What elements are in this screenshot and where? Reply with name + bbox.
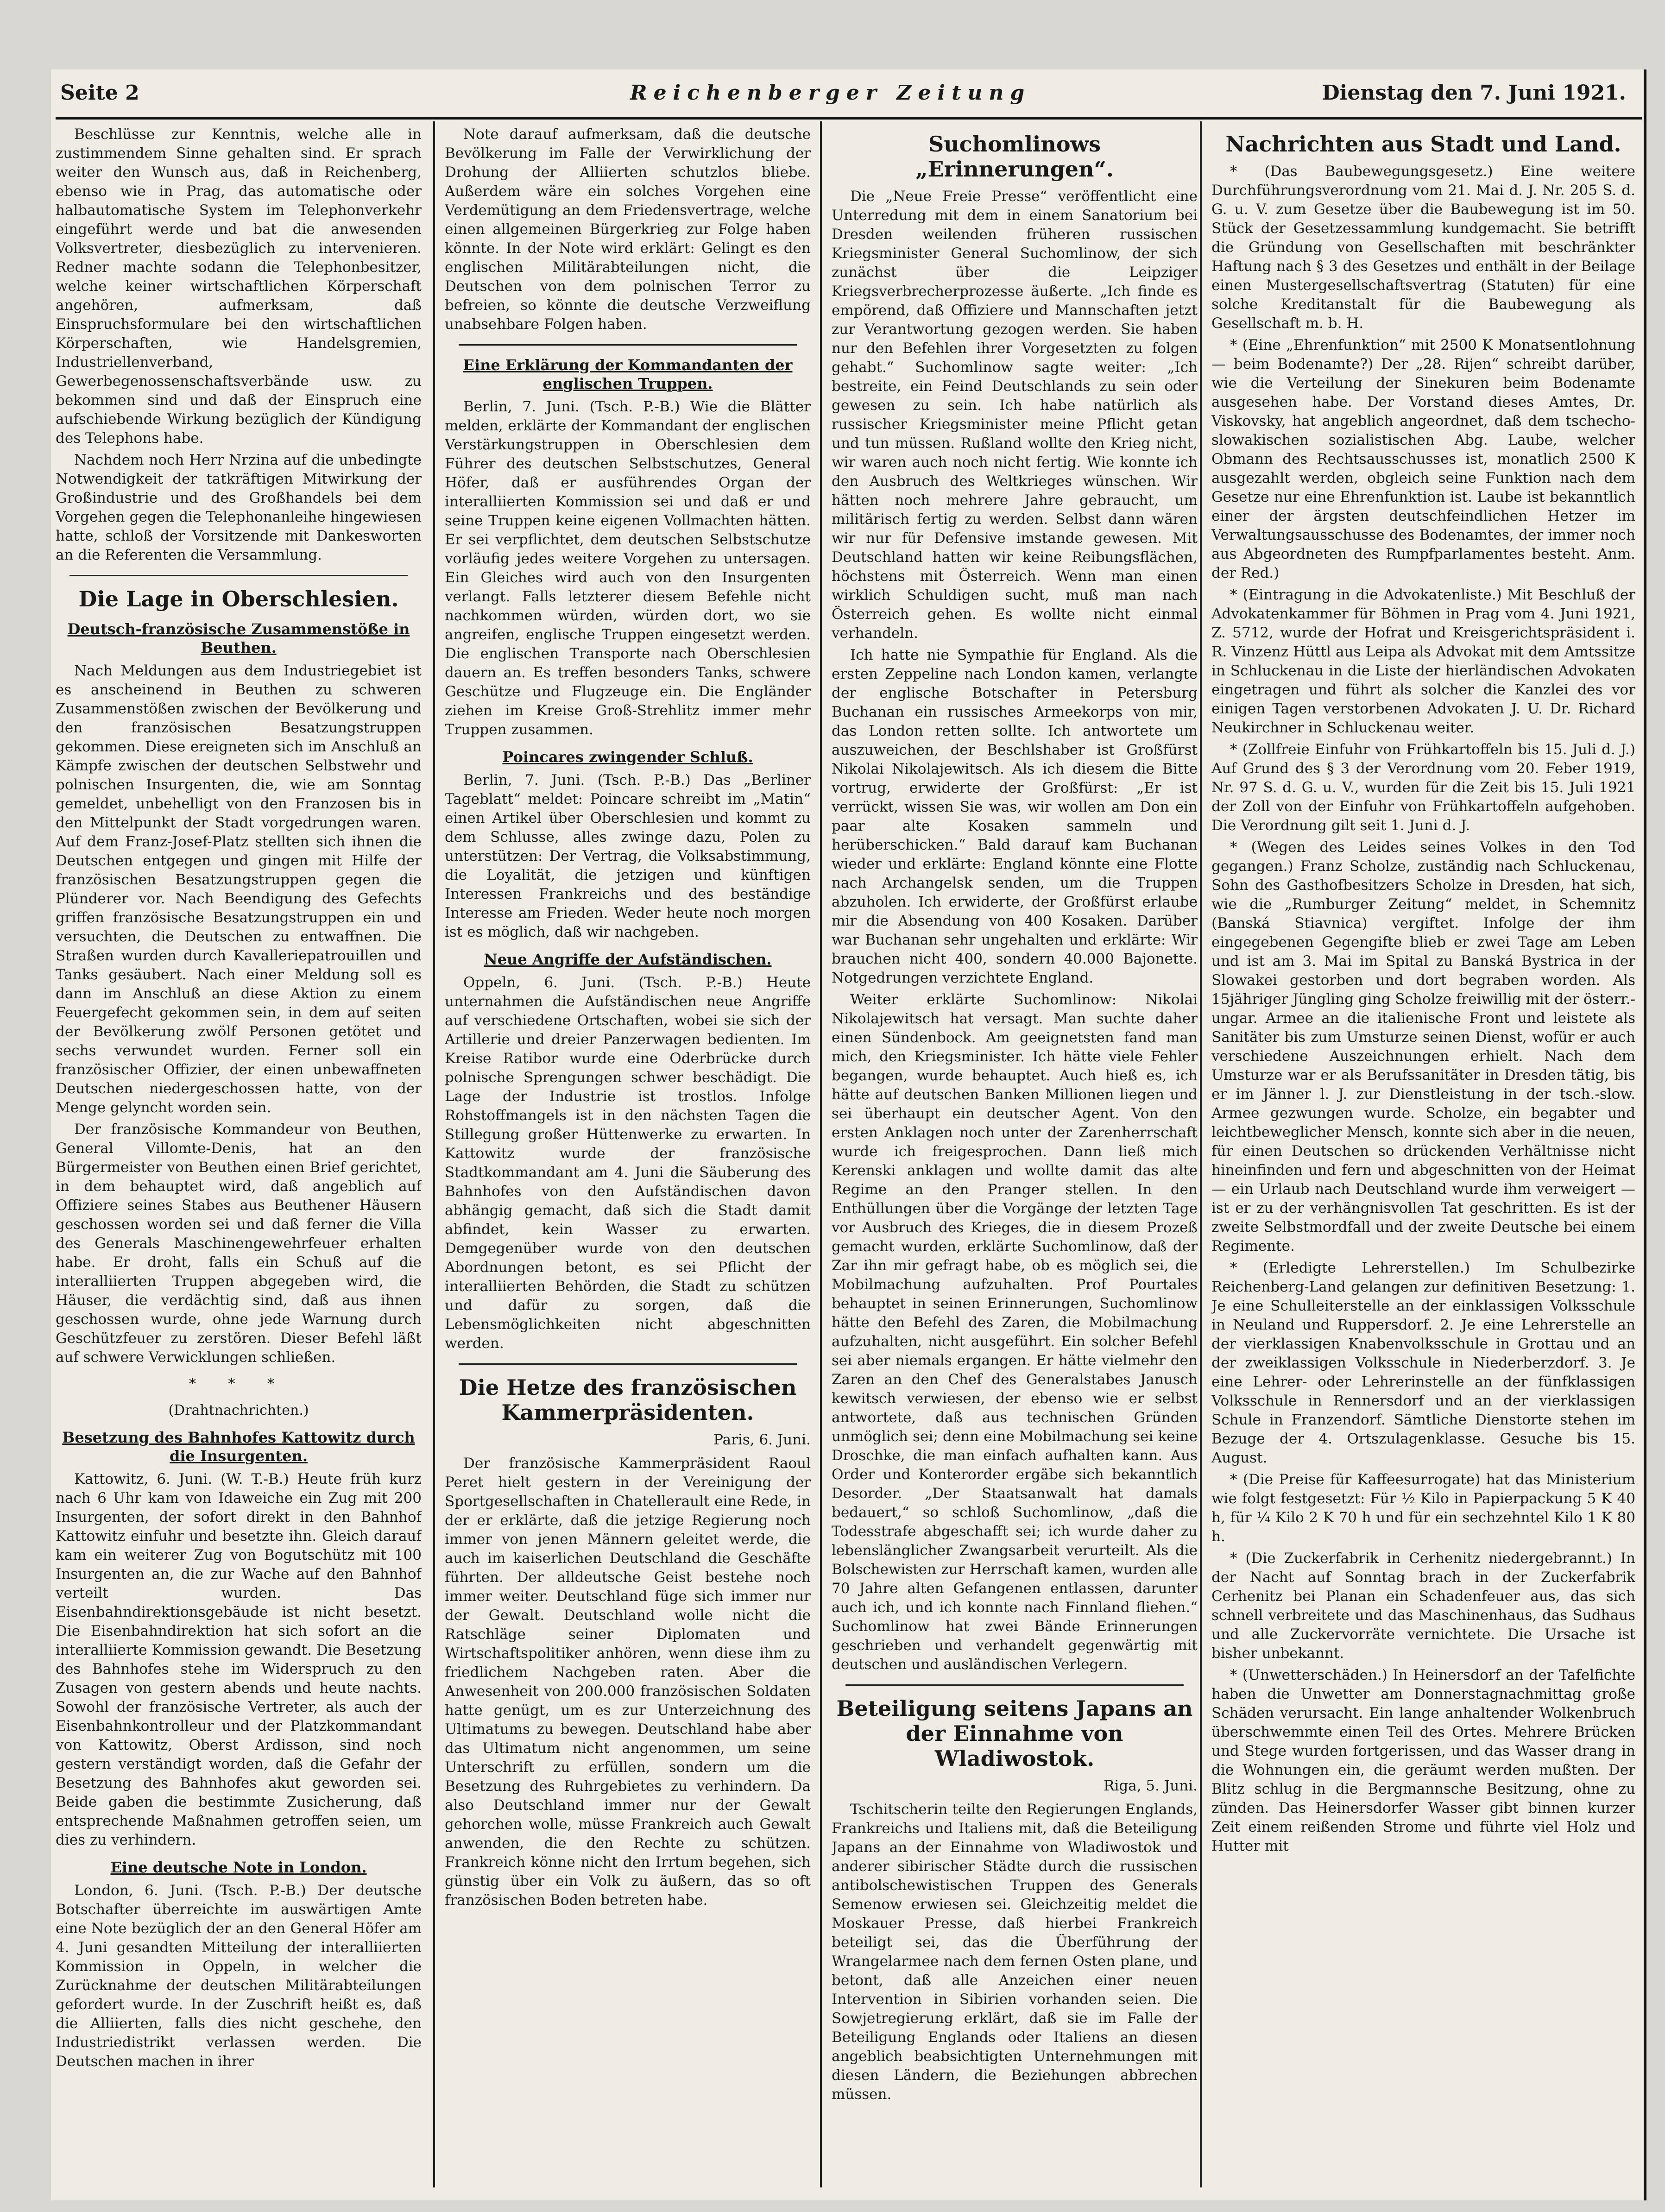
masthead-rule <box>56 117 1642 120</box>
dateline: Riga, 5. Juni. <box>1104 1777 1198 1794</box>
subheadline-erklaerung-kommandanten: Eine Erklärung der Kommandanten der englischen Truppen. <box>463 356 793 392</box>
subheadline-note-london: Eine deutsche Note in London. <box>110 1859 367 1876</box>
column-divider <box>820 121 822 2187</box>
article-paragraph: Berlin, 7. Juni. (Tsch. P.-B.) Das „Berliner Tageblatt“ meldet: Poincare schreibt im „Matin“ einen Artikel über Oberschlesien und kommt zu dem Schlusse, alles zwinge dazu, Polen zu unterstützen: Der Vertrag, die Volksabstimmung, die Loyalität, die jetzigen und künftigen Interessen Frankreichs und des beständige Interesse am Frieden. Weder heute noch morgen ist es möglich, daß wir nachgeben. <box>445 772 811 940</box>
headline-lage-oberschlesien: Die Lage in Oberschlesien. <box>78 586 399 611</box>
article-paragraph: Beschlüsse zur Kenntnis, welche alle in zustimmendem Sinne gehalten sind. Er sprach weiter den Wunsch aus, daß in Reichenberg, ebenso wie in Prag, das automatische oder halbautomatische System im Telephonverkehr eingeführt werde und bat die anwesenden Volksvertreter, diesbezüglich zu intervenieren. Redner machte sodann die Telephonbesitzer, welche keiner wirtschaftlichen Körperschaft angehören, aufmerksam, daß Einspruchsformulare bei den wirtschaftlichen Körperschaften, wie Handelsgremien, Industriellenverband, Gewerbegenossenschaftsverbände usw. zu bekommen sind und daß der Einspruch eine aufschiebende Wirkung bezüglich der Kündigung des Telephons habe. <box>56 126 422 447</box>
column-1 <box>56 125 422 2182</box>
headline-hetze-kammerpraesident: Die Hetze des französischen Kammerpräsidenten. <box>459 1375 797 1425</box>
issue-date: Dienstag den 7. Juni 1921. <box>1322 81 1626 105</box>
news-item: * (Erledigte Lehrerstellen.) Im Schulbezirke Reichenberg-Land gelangen zur definitiven Besetzung: 1. Je eine Schulleiterstelle an der einklassigen Volksschule in Neuland und Ruppersdorf. 2. Je eine Lehrerstelle an der vierklassigen Knabenvolksschule in Grottau und an der zweiklassigen Volksschule in Niederberzdorf. 3. Je eine Lehrer- oder Lehrerinstelle an der fünfklassigen Volksschule in Rennersdorf und an der vierklassigen Schule in Franzendorf. Sämtliche Dienstorte stehen im Bezuge der 4. Ortszulagenklasse. Gesuche bis 15. August. <box>1211 1260 1635 1466</box>
subheadline-neue-angriffe: Neue Angriffe der Aufständischen. <box>484 951 772 968</box>
article-paragraph: Nachdem noch Herr Nrzina auf die unbedingte Notwendigkeit der tatkräftigen Mitwirkung der Großindustrie und des Großhandels bei dem Vorgehen gegen die Telephonanleihe hingewiesen hatte, schloß der Vorsitzende mit Dankesworten an die Referenten die Versammlung. <box>56 452 422 563</box>
article-paragraph: Der französische Kammerpräsident Raoul Peret hielt gestern in der Vereinigung der Sportgesellschaften in Chatellerault eine Rede, in der er erklärte, daß die jetzige Regierung noch immer von jenen Männern geleitet werde, die auch im kaiserlichen Deutschland die Geschäfte führten. Der alldeutsche Geist bestehe noch immer weiter. Deutschland füge sich immer nur der Gewalt. Deutschland wolle nicht die Ratschläge seiner Diplomaten und Wirtschaftspolitiker anhören, wenn diese ihm zu friedlichem Nachgeben raten. Aber die Anwesenheit von 200.000 französischen Soldaten hatte genügt, um es zur Unterzeichnung des Ultimatums zu bewegen. Deutschland habe aber das Ultimatum nicht angenommen, um seine Unterschrift zu erfüllen, sondern um die Besetzung des Ruhrgebietes zu verhindern. Da also Deutschland immer nur der Gewalt gehorchen wolle, müsse Frankreich auch Gewalt anwenden, die den Rechte zu schützen. Frankreich könne nicht den Irrtum begehen, sich günstig über ein Volk zu äußern, das so oft französischen Boden betreten habe. <box>445 1455 811 1909</box>
wire-news-label: (Drahtnachrichten.) <box>168 1402 309 1418</box>
column-4 <box>1211 125 1635 2182</box>
newspaper-title: Reichenberger Zeitung <box>630 81 1031 105</box>
subheadline-poincare: Poincares zwingender Schluß. <box>502 748 753 766</box>
article-paragraph: Kattowitz, 6. Juni. (W. T.-B.) Heute früh kurz nach 6 Uhr kam von Idaweiche ein Zug mit 200 Insurgenten, der sofort direkt in den Bahnhof Kattowitz einfuhr und besetzte ihn. Gleich darauf kam ein weiterer Zug von Bogutschütz mit 100 Insurgenten an, die zur Wache auf den Bahnhof verteilt wurden. Das Eisenbahndirektionsgebäude ist nicht besetzt. Die Eisenbahndirektion hat sich sofort an die interalliierte Kommission gewandt. Die Besetzung des Bahnhofes stehe im Widerspruch zu den Zusagen von gestern abends und heute nachts. Sowohl der französische Vertreter, als auch der Eisenbahnkontrolleur und der Platzkommandant von Kattowitz, Oberst Ardisson, sind noch gestern verständigt worden, daß die Gefahr der Besetzung des Bahnhofes akut geworden sei. Beide gaben die bestimmte Zusicherung, daß entsprechende Maßnahmen getroffen seien, um dies zu verhindern. <box>56 1471 422 1848</box>
column-divider <box>433 121 435 2187</box>
masthead <box>60 76 1645 109</box>
article-paragraph: Ich hatte nie Sympathie für England. Als die ersten Zeppeline nach London kamen, verlangte der englische Botschafter in Petersburg Buchanan ein russisches Armeekorps von mir, das London retten sollte. Ich antwortete um auszuweichen, der Beschlshaber ist Großfürst Nikolai Nikolajewitsch. Als ich diesem die Bitte vortrug, erwiderte der Großfürst: „Er ist verrückt, wissen Sie was, wir wollen am Don ein paar alte Kosaken sammeln und herüberschicken.“ Bald darauf kam Buchanan wieder und erklärte: England könnte eine Flotte nach Archangelsk senden, um die Truppen abzuholen. Ich erwiderte, der Großfürst erlaube mir die Absendung von 400 Kosaken. Darüber war Buchanan sehr ungehalten und erklärte: Wir brauchen nicht 400, sondern 40.000 Bajonette. Notgedrungen verzichtete England. <box>832 647 1198 986</box>
article-paragraph: Oppeln, 6. Juni. (Tsch. P.-B.) Heute unternahmen die Aufständischen neue Angriffe auf verschiedene Ortschaften, wobei sie sich der Artillerie und dreier Panzerwagen bedienten. Im Kreise Ratibor wurde eine Oderbrücke durch polnische Sprengungen schwer beschädigt. Die Lage der Industrie ist trostlos. Infolge Rohstoffmangels ist in den nächsten Tagen die Stillegung großer Hüttenwerke zu erwarten. In Kattowitz wurde der französische Stadtkommandant am 4. Juni die Säuberung des Bahnhofes von den Aufständischen davon abhängig gemacht, daß sich die Stadt damit abfindet, kein Wasser zu erwarten. Demgegenüber wurde von den deutschen Abordnungen betont, es sei Pflicht der interalliierten Behörden, die Stadt zu schützen und dafür zu sorgen, daß die Lebensmöglichkeiten nicht abgeschnitten werden. <box>445 974 811 1352</box>
headline-suchomlinow: Suchomlinows „Erinnerungen“. <box>915 132 1114 182</box>
news-item: * (Zollfreie Einfuhr von Frühkartoffeln bis 15. Juli d. J.) Auf Grund des § 3 der Verordnung vom 20. Feber 1919, Nr. 97 S. d. G. u. V., wurden für die Zeit bis 15. Juli 1921 der Zoll von der Einfuhr von Frühkartoffeln aufgehoben. Die Verordnung gilt seit 1. Juni d. J. <box>1211 741 1635 834</box>
page-edge <box>1644 69 1646 2200</box>
article-paragraph: Der französische Kommandeur von Beuthen, General Villomte-Denis, hat an den Bürgermeister von Beuthen einen Brief gerichtet, in dem behauptet wird, daß angeblich auf Offiziere seines Stabes aus Beuthener Häusern geschossen worden sei und daß ferner die Villa des Generals Maschinengewehrfeuer erhalten habe. Er droht, falls ein Schuß auf die interalliierten Truppen abgegeben wird, die Häuser, die verdächtig sind, daß aus ihnen geschossen wurde, ohne jede Warnung durch Geschützfeuer zu zerstören. Dieser Befehl läßt auf schwere Verwicklungen schließen. <box>56 1121 422 1366</box>
news-item: * (Die Zuckerfabrik in Cerhenitz niedergebrannt.) In der Nacht auf Sonntag brach in der Zuckerfabrik Cerhenitz bei Planan ein Schadenfeuer aus, das sich schnell verbreitete und das Maschinenhaus, das Sudhaus und alle Zuckervorräte vernichtete. Die Ursache ist bisher unbekannt. <box>1211 1550 1635 1662</box>
subheadline-besetzung-kattowitz: Besetzung des Bahnhofes Kattowitz durch die Insurgenten. <box>62 1429 415 1465</box>
section-rule <box>459 1363 797 1365</box>
section-rule <box>845 1684 1184 1686</box>
article-paragraph: Weiter erklärte Suchomlinow: Nikolai Nikolajewitsch hat versagt. Man suchte daher einen Sündenbock. Am geeignetsten fand man mich, den Kriegsminister. Ich hätte viele Fehler begangen, wurde behauptet. Auch hieß es, ich hätte auf deutschen Banken Millionen liegen und sei überhaupt ein deutscher Agent. Von den ersten Anklagen noch unter der Zarenherrschaft wurde ich freigesprochen. Dann ließ mich Kerenski anklagen und wollte damit das alte Regime an den Pranger stellen. In den Enthüllungen über die Vorgänge der letzten Tage vor Ausbruch des Krieges, die in diesem Prozeß gemacht wurden, erklärte Suchomlinow, daß der Zar ihn mir gefragt habe, ob es möglich sei, die Mobilmachung aufzuhalten. Prof Pourtales behauptet in seinen Erinnerungen, Suchomlinow hätte den Befehl des Zaren, die Mobilmachung aufzuhalten, nicht ausgeführt. Ein solcher Befehl sei aber niemals ergangen. Er hätte vielmehr den Zaren an den Chef des Generalstabes Janusch kewitsch verwiesen, der ebenso wie er selbst antwortete, daß aus technischen Gründen unmöglich sei; denn eine Mobilmachung sei keine Droschke, die man einfach aufhalten kann. Aus Order und Konterorder ergäbe sich bekanntlich Desorder. „Der Staatsanwalt hat damals bedauert,“ so schloß Suchomlinow, „daß die Todesstrafe abgeschafft sei; ich wurde daher zu lebenslänglicher Zwangsarbeit verurteilt. Als die Bolschewisten zur Herrschaft kamen, wurden alle 70 Jahre alten Gefangenen entlassen, darunter auch ich, und ich konnte nach Finnland fliehen.“ Suchomlinow hat zwei Bände Erinnerungen geschrieben und verhandelt gegenwärtig mit deutschen und ausländischen Verlegern. <box>832 991 1198 1673</box>
article-paragraph: Note darauf aufmerksam, daß die deutsche Bevölkerung im Falle der Verwirklichung der Drohung der Alliierten schutzlos bliebe. Außerdem wäre ein solches Vorgehen eine Verdemütigung an dem Friedensvertrage, welche einen allgemeinen Bürgerkrieg zur Folge haben könnte. In der Note wird erklärt: Gelingt es den englischen Militärabteilungen nicht, die Deutschen von dem polnischen Terror zu befreien, so könnte die deutsche Verzweiflung unabsehbare Folgen haben. <box>445 126 811 333</box>
article-paragraph: Tschitscherin teilte den Regierungen Englands, Frankreichs und Italiens mit, daß die Beteiligung Japans an der Einnahme von Wladiwostok und anderer sibirischer Städte durch die russischen antibolschewistischen Truppen des Generals Semenow erwiesen sei. Gleichzeitig meldet die Moskauer Presse, daß hierbei Frankreich beteiligt sei, das die Überführung der Wrangelarmee nach dem fernen Osten plane, und betont, daß alle Anzeichen einer neuen Intervention in Sibirien vorhanden seien. Die Sowjetregierung erklärt, daß sie im Falle der Beteiligung Englands oder Italiens an diesen angeblich beabsichtigten Unternehmungen mit diesen Ländern, die Beziehungen abbrechen müssen. <box>832 1801 1198 2103</box>
news-item: * (Eintragung in die Advokatenliste.) Mit Beschluß der Advokatenkammer für Böhmen in Prag vom 4. Juni 1921, Z. 5712, wurde der Hofrat und Kreisgerichtspräsident i. R. Vinzenz Hüttl aus Leipa als Advokat mit dem Amtssitze in Schluckenau in die Liste der hierländischen Advokaten eingetragen und führt als solcher die Kanzlei des vor einigen Tagen verstorbenen Advokaten J. U. Dr. Richard Neukirchner in Schluckenau weiter. <box>1211 586 1635 736</box>
article-paragraph: London, 6. Juni. (Tsch. P.-B.) Der deutsche Botschafter überreichte im auswärtigen Amte eine Note bezüglich der an den General Höfer am 4. Juni gesandten Mitteilung der interalliierten Kommission in Oppeln, in welcher die Zurücknahme der deutschen Militärabteilungen gefordert wurde. In der Zuschrift heißt es, daß die Alliierten, falls dies nicht geschehe, den Industriedistrikt verlassen werden. Die Deutschen machen in ihrer <box>56 1882 422 2070</box>
article-paragraph: Berlin, 7. Juni. (Tsch. P.-B.) Wie die Blätter melden, erklärte der Kommandant der englischen Verstärkungstruppen in Oberschlesien dem Führer des deutschen Selbstschutzes, General Höfer, daß er ausführendes Organ der interalliierten Kommission sei und daß er und seine Truppen keine eigenen Vollmachten hätten. Er sei verpflichtet, dem deutschen Selbstschutze vorläufig jedes weitere Vorgehen zu untersagen. Ein Gleiches wird auch von den Insurgenten verlangt. Falls letzterer diesem Befehle nicht nachkommen würden, würden dort, wo sie angreifen, englische Truppen eingesetzt werden. Die englischen Transporte nach Oberschlesien dauern an. Es treffen besonders Tanks, schwere Geschütze und Flugzeuge ein. Die Engländer ziehen im Kreise Groß-Strehlitz immer mehr Truppen zusammen. <box>445 398 811 738</box>
news-item: * (Die Preise für Kaffeesurrogate) hat das Ministerium wie folgt festgesetzt: Für ½ Kilo in Papierpackung 5 K 40 h, für ¼ Kilo 2 K 70 h und für ein sechzehntel Kilo 1 K 80 h. <box>1211 1471 1635 1545</box>
column-2 <box>445 125 811 2182</box>
section-rule <box>459 344 797 346</box>
page-number: Seite 2 <box>60 81 139 105</box>
headline-japan-wladiwostok: Beteiligung seitens Japans an der Einnahme von Wladiwostok. <box>836 1696 1193 1771</box>
article-paragraph: Nach Meldungen aus dem Industriegebiet ist es anscheinend in Beuthen zu schweren Zusammenstößen zwischen der Bevölkerung und den französischen Besatzungstruppen gekommen. Diese ereigneten sich im Anschluß an Kämpfe zwischen der deutschen Selbstwehr und polnischen Insurgenten, die, wie am Sonntag gemeldet, unbehelligt von den Franzosen bis in den Mittelpunkt der Stadt vorgedrungen waren. Auf dem Franz-Josef-Platz stellten sich ihnen die Deutschen entgegen und gingen mit Hilfe der französischen Besatzungstruppen gegen die Plünderer vor. Nach Beendigung des Gefechts griffen französische Besatzungstruppen ein und versuchten, die Deutschen zu entwaffnen. Die Straßen wurden durch Kavalleriepatrouillen und Tanks gesäubert. Nach einer Meldung soll es dann im Anschluß an diese Aktion zu einem Feuergefecht gekommen sein, in dem auf seiten der Bevölkerung zwölf Personen getötet und sechs verwundet wurden. Ferner soll ein französischer Offizier, der einen unbewaffneten Deutschen niedergeschossen hatte, von der Menge gelyncht worden sein. <box>56 662 422 1116</box>
subheadline-zusammenstoesse: Deutsch-französische Zusammenstöße in Beuthen. <box>67 620 410 656</box>
news-item: * (Unwetterschäden.) In Heinersdorf an der Tafelfichte haben die Unwetter am Donnerstagnachmittag große Schäden verursacht. Ein lange anhaltender Wolkenbruch überschwemmte einen Teil des Ortes. Mehrere Brücken und Stege wurden fortgerissen, und das Wasser drang in die Wohnungen ein, die geräumt werden mußten. Der Blitz schlug in die Bergmannsche Besitzung, ohne zu zünden. Das Heinersdorfer Wasser gibt binnen kurzer Zeit einem reißenden Strome und führte viel Holz und Hutter mit <box>1211 1667 1635 1854</box>
news-item: * (Wegen des Leides seines Volkes in den Tod gegangen.) Franz Scholze, zuständig nach Schluckenau, Sohn des Gasthofbesitzers Scholze in Dresden, hat sich, wie die „Rumburger Zeitung“ meldet, in Schemnitz (Banská Stiavnica) vergiftet. Infolge der ihm eingegebenen Gegengifte blieb er zwei Tage am Leben und ist am 3. Mai im Spital zu Banská Bystrica in der Slowakei gestorben und dort begraben worden. Als 15jähriger Jüngling ging Scholze freiwillig mit der österr.-ungar. Armee an die italienische Front und leistete als Sanitäter bis zum Umsturze seinen Dienst, wofür er auch verschiedene Auszeichnungen erhielt. Nach dem Umsturze war er als Berufssanitäter in Dresden tätig, bis er im Jänner l. J. zur Dienstleistung in der tsch.-slow. Armee gezwungen wurde. Scholze, ein begabter und leichtbeweglicher Mensch, konnte sich aber in die neuen, für einen Deutschen so drückenden Verhältnisse nicht hineinfinden und fern und abgeschnitten von der Heimat — ein Urlaub nach Deutschland wurde ihm verweigert — ist er zu der verhängnisvollen Tat geschritten. Es ist der zweite Selbstmordfall und der zweite Deutsche bei einem Regimente. <box>1211 839 1635 1254</box>
headline-stadt-und-land: Nachrichten aus Stadt und Land. <box>1225 132 1621 157</box>
section-rule <box>69 575 408 576</box>
section-stars: * * * <box>189 1376 289 1392</box>
column-3 <box>832 125 1198 2182</box>
dateline: Paris, 6. Juni. <box>713 1431 811 1448</box>
article-paragraph: Die „Neue Freie Presse“ veröffentlicht eine Unterredung mit dem in einem Sanatorium bei Dresden weilenden früheren russischen Kriegsminister General Suchomlinow, der sich zunächst über die Leipziger Kriegsverbrecherprozesse äußerte. „Ich finde es empörend, daß Offiziere und Mannschaften jetzt zur Verantwortung gezogen werden. Sie haben nur den Befehlen ihrer Vorgesetzten zu folgen gehabt.“ Suchomlinow sagte weiter: „Ich bestreite, ein Feind Deutschlands zu sein oder gewesen zu sein. Ich habe natürlich als russischer Kriegsminister meine Pflicht getan und tun müssen. Rußland wollte den Krieg nicht, wir waren auch noch nicht fertig. Wie konnte ich den Ausbruch des Weltkrieges wünschen. Wir hätten noch mehrere Jahre gebraucht, um militärisch fertig zu werden. Selbst dann wären wir nur für Defensive imstande gewesen. Mit Deutschland hatten wir keine Reibungsflächen, höchstens mit Österreich. Wenn man einen wirklich Schuldigen sucht, muß man nach Österreich gehen. Es wollte nicht einmal verhandeln. <box>832 188 1198 642</box>
news-item: * (Eine „Ehrenfunktion“ mit 2500 K Monatsentlohnung — beim Bodenamte?) Der „28. Rijen“ schreibt darüber, wie die Verteilung der Sinekuren beim Bodenamte ausgesehen habe. Der Vorstand dieses Amtes, Dr. Viskovsky, hat angeblich angeordnet, daß dem tschecho-slowakischen sozialistischen Abg. Laube, welcher Obmann des Rechtsausschusses ist, monatlich 2500 K ausgezahlt werden, obgleich seine Funktion nach dem Gesetze nur eine Ehrenfunktion ist. Laube ist bekanntlich einer der ärgsten deutschfeindlichen Hetzer im Verwaltungsausschusse des Bodenamtes, der immer noch aus Abgeordneten des Rumpfparlamentes besteht. Anm. der Red.) <box>1211 337 1635 581</box>
column-divider <box>1200 121 1202 2187</box>
news-item: * (Das Baubewegungsgesetz.) Eine weitere Durchführungsverordnung vom 21. Mai d. J. Nr. 205 S. d. G. u. V. zum Gesetze über die Baubewegung ist im 50. Stück der Gesetzessammlung kundgemacht. Sie betrifft die Gründung von Gesellschaften mit beschränkter Haftung nach § 3 des Gesetzes und enthält in der Beilage einen Mustergesellschaftsvertrag (Statuten) für eine solche Kreditanstalt für die Baubewegung als Gesellschaft m. b. H. <box>1211 163 1635 332</box>
